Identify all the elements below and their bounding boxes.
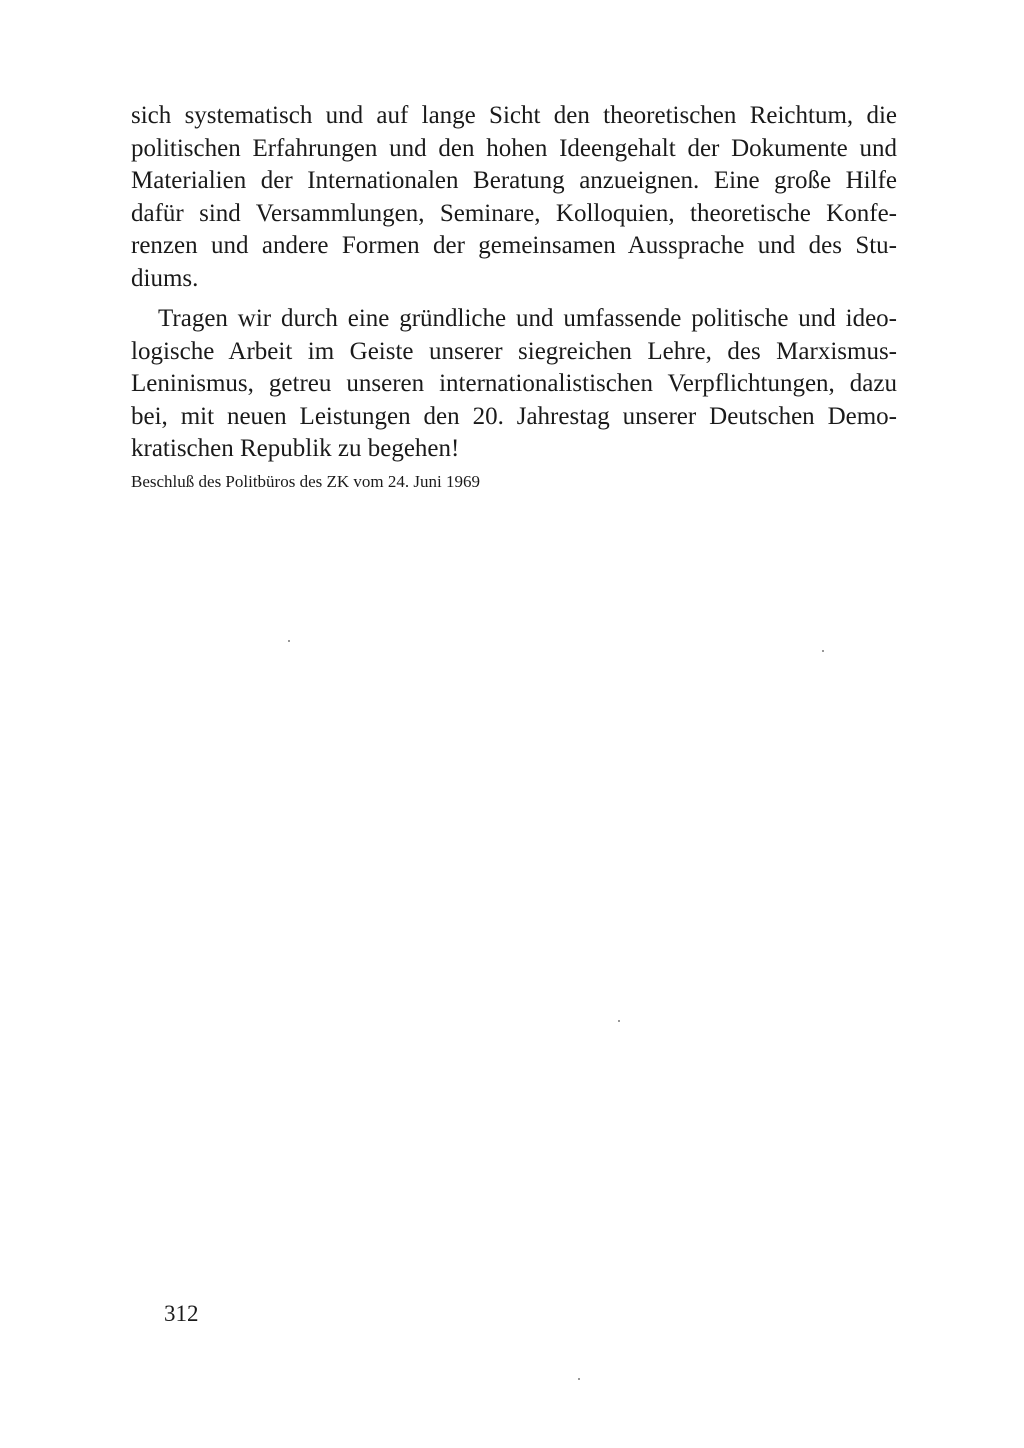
paragraph-2: [131, 303, 897, 466]
text-line: sich systematisch und auf lange Sicht den theoretischen Reichtum, die: [131, 102, 897, 129]
scan-speck: [578, 1378, 580, 1380]
text-line: kratischen Republik zu begehen!: [131, 435, 460, 462]
text-line: renzen und andere Formen der gemeinsamen Aussprache und des Stu-: [131, 232, 897, 259]
page-number: 312: [164, 1301, 199, 1326]
body-text: [131, 100, 897, 466]
text-line: Tragen wir durch eine gründliche und umfassende politische und ideo-: [158, 305, 897, 332]
paragraph-spacer: [131, 295, 897, 303]
source-note: Beschluß des Politbüros des ZK vom 24. Juni 1969: [131, 472, 480, 491]
scan-speck: [288, 640, 290, 642]
text-line: diums.: [131, 264, 199, 292]
text-line: logische Arbeit im Geiste unserer siegreichen Lehre, des Marxismus-: [131, 337, 897, 365]
scan-speck: [618, 1020, 620, 1022]
text-line: politischen Erfahrungen und den hohen Ideengehalt der Dokumente und: [131, 134, 897, 162]
paragraph-1: [131, 100, 897, 295]
text-line: Materialien der Internationalen Beratung anzueignen. Eine große Hilfe: [131, 167, 897, 194]
text-line: Leninismus, getreu unseren internationalistischen Verpflichtungen, dazu: [131, 370, 897, 397]
scan-speck: [822, 650, 824, 652]
text-line: dafür sind Versammlungen, Seminare, Kolloquien, theoretische Konfe-: [131, 199, 897, 227]
text-line: bei, mit neuen Leistungen den 20. Jahrestag unserer Deutschen Demo-: [131, 402, 897, 430]
